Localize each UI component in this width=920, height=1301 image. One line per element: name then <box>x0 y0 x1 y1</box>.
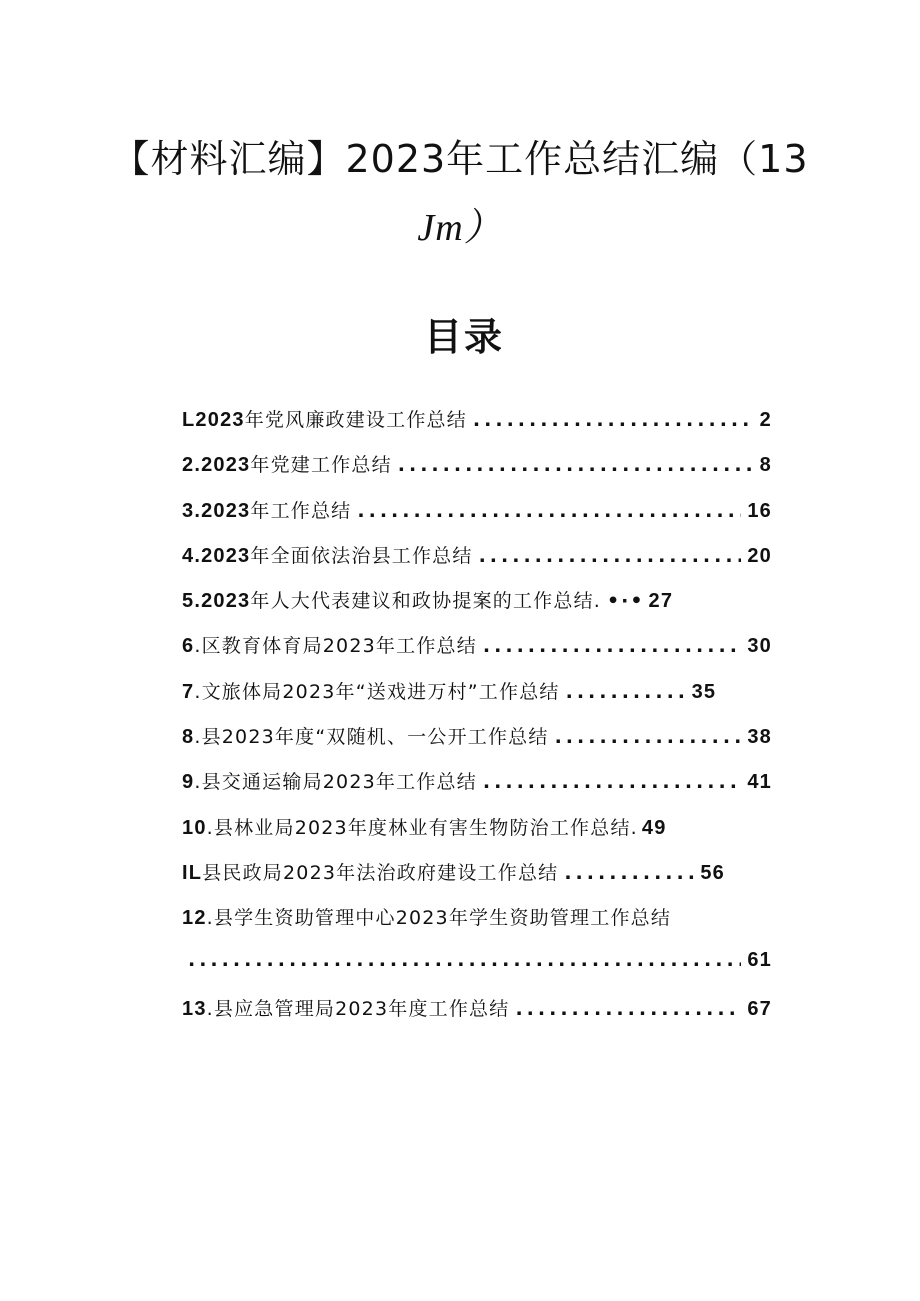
toc-item-title: 年党建工作总结 <box>250 454 392 477</box>
toc-item-prefix: 10 <box>182 816 207 839</box>
toc-item-prefix: IL <box>182 861 203 884</box>
toc-item-page: 35 <box>691 680 717 703</box>
toc-item-7[interactable] <box>182 677 772 722</box>
toc-item-13[interactable] <box>182 994 772 1039</box>
toc-item-title: .县2023年度“双随机、一公开工作总结 <box>194 726 549 749</box>
toc-item-5[interactable] <box>182 586 772 631</box>
toc-item-title: .县林业局2023年度林业有害生物防治工作总结. <box>206 816 638 839</box>
toc-item-prefix: 13 <box>182 997 207 1020</box>
toc-dot-leader <box>564 862 694 884</box>
toc-item-title: 年全面依法治县工作总结 <box>250 544 473 567</box>
document-title-line-1: 【材料汇编】2023年工作总结汇编（13 <box>111 137 809 181</box>
toc-item-prefix: 7 <box>182 680 195 703</box>
toc-item-title: .县学生资助管理中心2023年学生资助管理工作总结 <box>206 907 672 930</box>
toc-item-title: .县应急管理局2023年度工作总结 <box>206 997 510 1020</box>
toc-item-2[interactable] <box>182 450 772 495</box>
toc-short-leader: •·• <box>607 590 645 613</box>
toc-heading: 目录 <box>423 315 504 359</box>
toc-item-prefix: 12 <box>182 907 207 930</box>
toc-item-12-continuation[interactable] <box>182 949 772 994</box>
toc-item-page: 8 <box>759 454 772 477</box>
toc-item-page: 30 <box>747 635 772 658</box>
toc-item-page: 61 <box>747 948 772 971</box>
toc-item-12[interactable] <box>182 903 772 948</box>
toc-item-page: 38 <box>747 726 772 749</box>
toc-item-prefix: 5.2023 <box>182 590 251 613</box>
toc-dot-leader <box>566 681 686 703</box>
toc-item-prefix: 3.2023 <box>182 499 251 522</box>
toc-item-8[interactable] <box>182 722 772 767</box>
toc-item-title: 年人大代表建议和政协提案的工作总结. <box>250 590 602 613</box>
toc-dot-leader <box>515 998 741 1020</box>
toc-item-page: 49 <box>641 816 667 839</box>
toc-item-title: .区教育体育局2023年工作总结 <box>194 635 477 658</box>
toc-item-1[interactable] <box>182 405 772 450</box>
table-of-contents <box>182 405 772 1039</box>
toc-item-title: 县民政局2023年法治政府建设工作总结 <box>202 861 559 884</box>
toc-item-6[interactable] <box>182 631 772 676</box>
toc-item-prefix: 2.2023 <box>182 454 251 477</box>
toc-dot-leader <box>473 409 754 431</box>
toc-item-title: 年工作总结 <box>250 499 352 522</box>
toc-item-page: 20 <box>747 544 772 567</box>
toc-item-page: 27 <box>648 590 674 613</box>
toc-dot-leader <box>398 454 754 476</box>
toc-dot-leader <box>483 635 741 657</box>
toc-dot-leader <box>357 500 741 522</box>
toc-item-10[interactable] <box>182 813 772 858</box>
toc-item-page: 16 <box>747 499 772 522</box>
toc-item-prefix: 9 <box>182 771 195 794</box>
document-title-line-2: Jm） <box>417 207 503 249</box>
toc-item-9[interactable] <box>182 767 772 812</box>
toc-item-4[interactable] <box>182 541 772 586</box>
toc-item-prefix: 8 <box>182 726 195 749</box>
toc-item-page: 2 <box>759 409 772 431</box>
toc-dot-leader <box>188 949 741 971</box>
toc-item-title: .县交通运输局2023年工作总结 <box>194 771 477 794</box>
toc-item-prefix: 4.2023 <box>182 544 251 567</box>
toc-dot-leader <box>483 771 741 793</box>
toc-item-page: 67 <box>747 997 772 1020</box>
toc-item-page: 56 <box>700 861 725 884</box>
toc-item-title: 年党风廉政建设工作总结 <box>244 409 467 431</box>
toc-item-3[interactable] <box>182 496 772 541</box>
toc-item-11[interactable] <box>182 858 772 903</box>
toc-item-title: .文旅体局2023年“送戏进万村”工作总结 <box>194 680 560 703</box>
toc-item-prefix: L2023 <box>182 409 245 431</box>
toc-dot-leader <box>479 545 742 567</box>
toc-item-page: 41 <box>747 771 772 794</box>
toc-dot-leader <box>555 726 742 748</box>
toc-item-prefix: 6 <box>182 635 195 658</box>
